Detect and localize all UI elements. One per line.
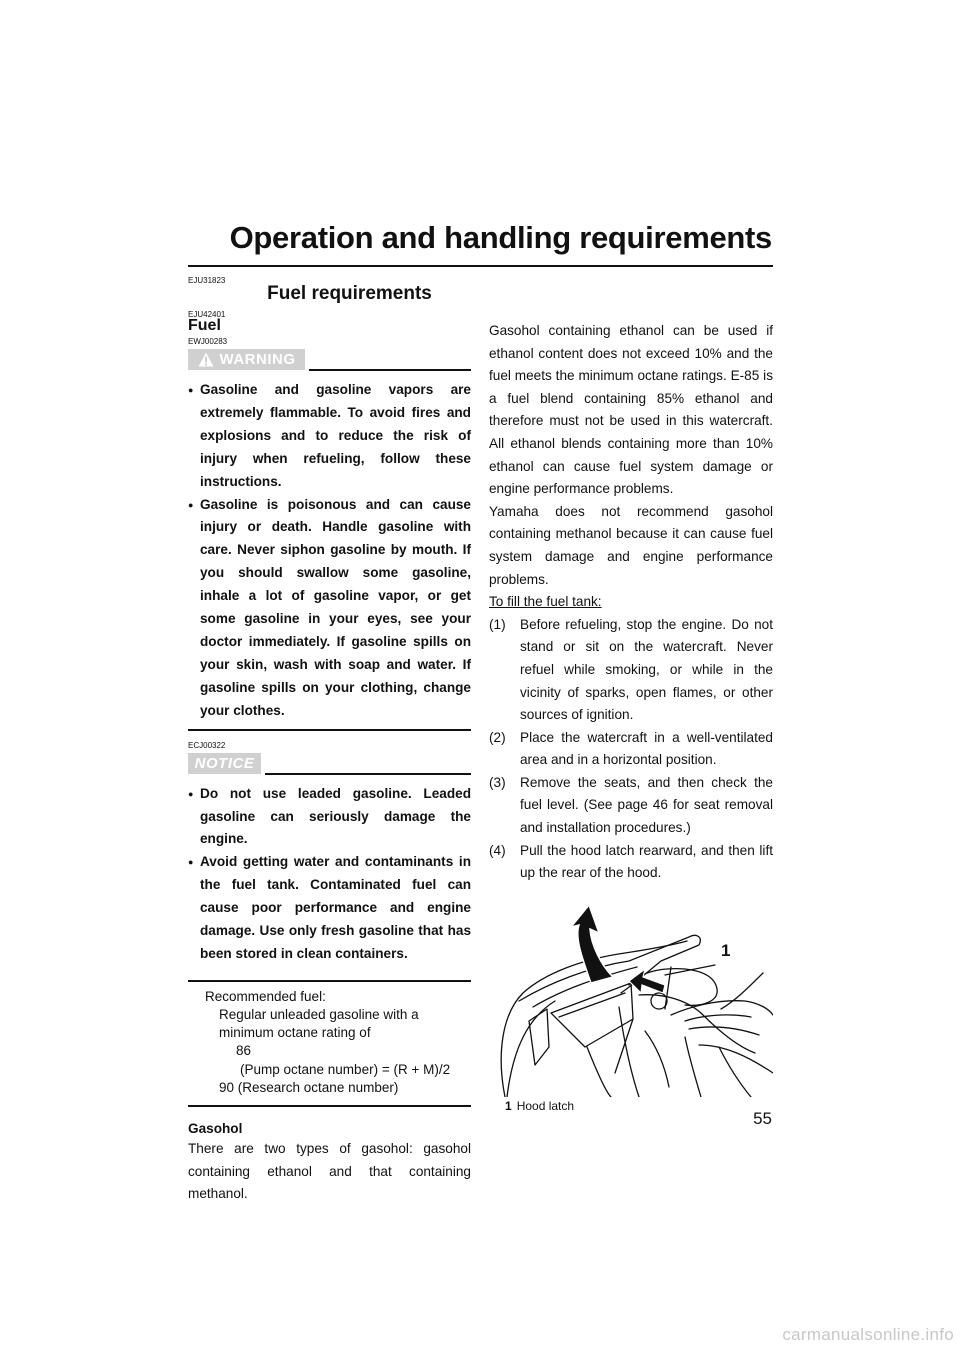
step-number: (4) (489, 842, 506, 858)
warning-triangle-icon (198, 352, 214, 367)
ethanol-paragraph: Gasohol containing ethanol can be used if ethanol content does not exceed 10% and the fuel meets the minimum octane ratings. E-85 is a fuel blend containing 85% ethanol and therefore must not be used in this watercraft. All ethanol blends containing more than 10% ethanol can cause fuel system damage or engine performance problems. (489, 323, 773, 497)
step-number: (1) (489, 616, 506, 632)
header-rule (188, 265, 773, 267)
fuel-box-line: 86 (236, 1043, 252, 1059)
list-item (489, 727, 773, 772)
notice-rule (265, 773, 471, 775)
left-column (188, 276, 471, 1206)
subsection-code: EJU42401 (188, 310, 226, 319)
gasohol-text: There are two types of gasohol: gasohol containing ethanol and that containing methanol. (188, 1141, 471, 1202)
warning-rule (309, 369, 471, 371)
list-item (489, 614, 773, 727)
caption-number: 1 (505, 1098, 512, 1113)
notice-label: NOTICE (194, 754, 255, 772)
fuel-box-line: Recommended fuel: (205, 988, 326, 1004)
notice-list (188, 783, 471, 966)
warning-label: WARNING (219, 351, 296, 368)
warning-end-rule (188, 729, 471, 731)
caption-text: Hood latch (516, 1098, 575, 1113)
warning-header (188, 348, 471, 372)
section-code: EJU31823 (188, 276, 226, 285)
step-text: Before refueling, stop the engine. Do not stand or sit on the watercraft. Never refuel while smoking, or while in the vicinity of sparks, open flames, or other sources of ignition. (520, 616, 773, 723)
figure-caption (505, 1099, 574, 1113)
warning-code: EWJ00283 (188, 337, 228, 346)
step-number: (3) (489, 774, 506, 790)
fill-steps-list (489, 614, 773, 885)
methanol-paragraph: Yamaha does not recommend gasohol containing methanol because it can cause fuel system damage and engine performance problems. (489, 503, 773, 587)
list-item: ● Avoid getting water and contaminants in the fuel tank. Contaminated fuel can cause poor performance and engine damage. Use only fresh gasoline that has been stored in clean containers. (188, 851, 471, 966)
fuel-box-line: minimum octane rating of (219, 1025, 371, 1041)
fuel-box-line: Regular unleaded gasoline with a (219, 1007, 419, 1023)
step-text: Place the watercraft in a well-ventilated area and in a horizontal position. (520, 729, 773, 768)
gasohol-heading: Gasohol (188, 1121, 243, 1137)
list-item (489, 840, 773, 885)
figure-callout-number: 1 (721, 940, 731, 960)
watermark: carmanualsonline.info (782, 1325, 954, 1344)
list-item: ● Do not use leaded gasoline. Leaded gasoline can seriously damage the engine. (188, 783, 471, 852)
notice-header (188, 752, 471, 776)
list-item: ● Gasoline and gasoline vapors are extremely flammable. To avoid fires and explosions and to reduce the risk of injury when refueling, follow these instructions. (188, 379, 471, 494)
notice-badge (188, 753, 261, 774)
fuel-box-line: 90 (Research octane number) (219, 1079, 399, 1095)
fill-tank-heading: To fill the fuel tank: (489, 594, 602, 610)
step-text: Remove the seats, and then check the fuel level. (See page 46 for seat removal and installation procedures.) (520, 774, 773, 836)
fuel-box-line: (Pump octane number) = (R + M)/2 (240, 1061, 451, 1077)
page-header-title: Operation and handling requirements (229, 220, 772, 255)
page-number: 55 (753, 1109, 772, 1128)
recommended-fuel-box (188, 980, 471, 1107)
notice-code: ECJ00322 (188, 740, 226, 750)
step-number: (2) (489, 729, 506, 745)
list-item (489, 772, 773, 840)
step-text: Pull the hood latch rearward, and then lift up the rear of the hood. (520, 842, 773, 881)
watercraft-illustration (489, 897, 773, 1097)
section-title: Fuel requirements (267, 283, 432, 304)
subsection-title: Fuel (188, 317, 221, 334)
warning-list (188, 379, 471, 723)
hood-latch-figure (489, 897, 773, 1113)
right-column (489, 320, 773, 1113)
list-item: ● Gasoline is poisonous and can cause injury or death. Handle gasoline with care. Never siphon gasoline by mouth. If you should swallow some gasoline, inhale a lot of gasoline vapor, or get some gasoline in your eyes, see your doctor immediately. If gasoline spills on your skin, wash with soap and water. If gasoline spills on your clothing, change your clothes. (188, 494, 471, 723)
warning-badge (188, 349, 305, 370)
